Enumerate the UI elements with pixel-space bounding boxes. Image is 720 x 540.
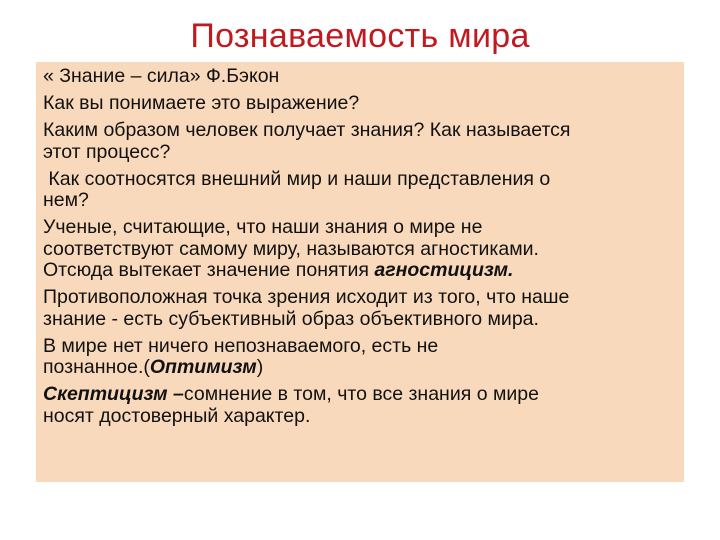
skepticism-term: Скептицизм – xyxy=(43,383,184,405)
paragraph-line: В мире нет ничего непознаваемого, есть не xyxy=(43,334,439,357)
agnosticism-term: агностицизм. xyxy=(374,259,514,281)
content-box xyxy=(36,62,684,482)
optimism-term: Оптимизм xyxy=(149,356,257,378)
paragraph-line: носят достоверный характер. xyxy=(43,404,311,427)
opposite-view-paragraph xyxy=(43,287,678,330)
paragraph-line: этот процесс? xyxy=(43,140,171,163)
paragraph-line: нем? xyxy=(43,189,89,211)
paragraph-line xyxy=(43,356,678,379)
line-text: сомнение в том, что все знания о мире xyxy=(183,383,539,405)
paragraph-line xyxy=(43,259,678,282)
paragraph-line: Ученые, считающие, что наши знания о мире не xyxy=(43,216,483,238)
line-text: Отсюда вытекает значение понятия xyxy=(43,259,375,281)
question-meaning-paragraph xyxy=(43,93,678,115)
paragraph-line: Как соотносятся внешний мир и наши представления о xyxy=(43,167,551,190)
line-text: ) xyxy=(256,356,264,378)
optimism-paragraph xyxy=(43,336,678,379)
question-knowledge-paragraph xyxy=(43,120,678,163)
question-relation-paragraph xyxy=(43,169,678,212)
paragraph-line: Как вы понимаете это выражение? xyxy=(43,92,360,114)
slide-title: Познаваемость мира xyxy=(190,17,530,55)
bacon-quote-paragraph xyxy=(43,66,678,88)
paragraph-line xyxy=(43,383,678,406)
paragraph-line: соответствуют самому миру, называются агностиками. xyxy=(43,237,539,260)
skepticism-paragraph xyxy=(43,384,678,427)
paragraph-line: « Знание – сила» Ф.Бэкон xyxy=(43,65,280,87)
paragraph-line: знание - есть субъективный образ объективного мира. xyxy=(43,307,539,330)
paragraph-line: Каким образом человек получает знания? Как называется xyxy=(43,119,571,141)
paragraph-line: Противоположная точка зрения исходит из того, что наше xyxy=(43,286,570,308)
agnosticism-paragraph xyxy=(43,217,678,282)
line-text: познанное.( xyxy=(43,356,150,378)
